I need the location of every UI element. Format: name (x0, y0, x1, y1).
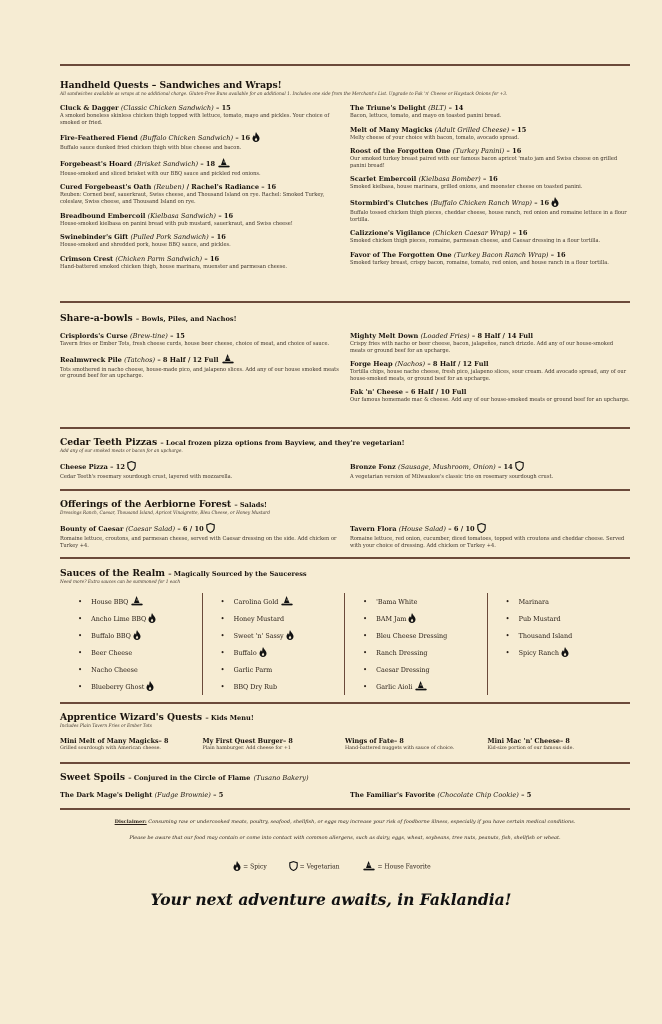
item-name: Cheese Pizza – 12 (60, 461, 340, 473)
icon-legend (0, 861, 662, 873)
section-note: Add any of our smoked meats or bacon for an upcharge. (60, 449, 183, 454)
shield-icon (515, 461, 524, 473)
sauce-item: • House BBQ (78, 593, 202, 610)
sauce-item: • Ancho Lime BBQ (78, 610, 202, 627)
divider (60, 808, 630, 810)
item-description: Romaine lettuce, croutons, and parmesan cheese, served with Caesar dressing on the side. Add chicken or Turkey +4. (60, 536, 337, 549)
item-name: Fak 'n' Cheese – 6 Half / 10 Full (350, 388, 467, 397)
item-description: House-smoked kielbasa on panini bread with pub mustard, sauerkraut, and Swiss cheese! (60, 220, 293, 227)
item-description: Hand-battered nuggets with sauce of choice. (345, 746, 455, 751)
kids-item (60, 737, 203, 752)
item-description: Smoked turkey breast, crispy bacon, romaine, tomato, red onion, and house ranch in a flour tortilla. (350, 259, 609, 266)
item-description: Tortilla chips, house nacho cheese, fresh pico, jalapeno slices, sour cream. Add avocado spread, any of our house-smoked meats, or ground beef for an upcharge. (350, 369, 627, 382)
dessert-item (350, 791, 630, 799)
shield-icon (289, 861, 298, 873)
right-column (350, 104, 630, 276)
divider (60, 557, 630, 559)
sauce-item: • Honey Mustard (221, 610, 345, 627)
flame-icon (252, 132, 260, 144)
item-description: Tots smothered in nacho cheese, house-made pico, and jalapeno slices. Add any of our house smoked meats or ground beef for an upcharge. (60, 366, 339, 380)
divider (60, 64, 630, 66)
allergen-notice: Please be aware that our food may contain or come into contact with common allergens, such as dairy, eggs, wheat, soybeans, tree nuts, peanuts, fish, shellfish or wheat. (129, 835, 561, 841)
menu-item (350, 197, 630, 223)
menu-item (350, 461, 630, 481)
flame-icon (561, 647, 569, 659)
item-name: Calizzione's Vigilance (Chicken Caesar Wrap) – 16 (350, 229, 528, 238)
divider (60, 427, 630, 429)
flame-icon (286, 630, 294, 642)
section-note: Dressings Ranch, Caesar, Thousand Island, Apricot Vinaigrette, Bleu Cheese, or Honey Mustard (60, 511, 270, 516)
item-description: Crispy fries with nacho or beer cheese, bacon, jalapeños, ranch drizzle. Add any of our house-smoked meats or ground beef for an upcharge. (350, 341, 614, 354)
left-column (60, 461, 340, 487)
sauce-column (345, 593, 488, 695)
menu-item (60, 461, 340, 481)
wizard-hat-icon (414, 681, 428, 693)
item-name: Wings of Fate– 8 (345, 737, 404, 745)
shield-icon (206, 523, 215, 535)
item-description: House-smoked and shredded pork, house BBQ sauce, and pickles. (60, 242, 231, 249)
item-name: My First Quest Burger– 8 (202, 737, 293, 745)
section-title (60, 437, 630, 448)
menu-item (60, 255, 340, 271)
sauce-item: • Thousand Island (506, 627, 631, 644)
section-subtitle: – Conjured in the Circle of Flame (128, 774, 251, 782)
kids-item (345, 737, 488, 752)
wizard-hat-icon (362, 861, 376, 873)
right-column (350, 461, 630, 487)
item-name: Stormbird's Clutches (Buffalo Chicken Ranch Wrap) – 16 (350, 197, 630, 209)
shield-icon (477, 523, 486, 535)
title-text: Offerings of the Aerbiorne Forest (60, 499, 232, 510)
sauce-item: • Caesar Dressing (363, 661, 487, 678)
item-description: Reuben: Corned beef, sauerkraut, Swiss cheese, and Thousand Island on rye. Rachel: Smoked Turkey, coleslaw, Swiss cheese, and Thousand Island on rye. (60, 192, 325, 206)
divider (60, 762, 630, 764)
item-name: Fire-Feathered Fiend (Buffalo Chicken Sandwich) – 16 (60, 132, 340, 144)
legend-spicy (231, 861, 266, 873)
kids-items (60, 737, 630, 752)
handheld-section (60, 80, 630, 276)
section-title (60, 712, 630, 723)
sauce-item: • Marinara (506, 593, 631, 610)
section-subtitle: – Local frozen pizza options from Bayview, and they're vegetarian! (160, 439, 405, 447)
menu-item (350, 251, 630, 267)
flame-icon (133, 630, 141, 642)
sauce-item: • Buffalo (221, 644, 345, 661)
section-note: Need more? Extra sauces can be summoned for 1 each (60, 580, 181, 585)
item-description: Grilled sourdough with American cheese. (60, 746, 161, 751)
legend-vegetarian (287, 861, 340, 873)
legend-label: = Vegetarian (299, 863, 340, 871)
sauce-column (203, 593, 346, 695)
disclaimer (60, 819, 630, 825)
flame-icon (148, 613, 156, 625)
flame-icon (551, 197, 559, 209)
menu-item (60, 132, 340, 152)
item-name: Tavern Flora (House Salad) – 6 / 10 (350, 523, 630, 535)
item-name: Realmwreck Pile (Tatchos) – 8 Half / 12 Full (60, 354, 340, 366)
item-description: House-smoked and sliced brisket with our BBQ sauce and pickled red onions. (60, 170, 261, 177)
menu-item (350, 126, 630, 142)
item-name: Breadbound Embercoil (Kielbasa Sandwich) – 16 (60, 211, 234, 220)
item-name: Swinebinder's Gift (Pulled Pork Sandwich) – 16 (60, 233, 226, 242)
wizard-hat-icon (280, 596, 294, 608)
title-text: Sauces of the Realm (60, 568, 165, 579)
disclaimer-label: Disclaimer: (114, 819, 147, 825)
item-description: A smoked boneless skinless chicken thigh topped with lettuce, tomato, mayo and pickles. Your choice of smoked or fried. (60, 113, 330, 126)
menu-item (350, 229, 630, 245)
item-name: Crisplords's Curse (Brew-tine) – 15 (60, 332, 185, 340)
item-description: Melty cheese of your choice with bacon, tomato, avocado spread. (350, 134, 520, 141)
item-description: A vegetarian version of Milwaukee's classic trio on rosemary sourdough crust. (350, 474, 554, 480)
wizard-hat-icon (217, 158, 231, 170)
sauce-section (60, 568, 630, 695)
sauce-item: • Blueberry Ghost (78, 678, 202, 695)
sauce-item: • Nacho Cheese (78, 661, 202, 678)
divider (60, 702, 630, 704)
item-name: Mighty Melt Down (Loaded Fries) – 8 Half / 14 Full (350, 332, 534, 340)
dessert-item (60, 791, 340, 799)
wizard-hat-icon (221, 354, 235, 366)
menu-item (350, 360, 630, 382)
section-title (60, 499, 630, 510)
kids-item (203, 737, 346, 752)
menu-item (60, 104, 340, 126)
item-name: Favor of The Forgotten One (Turkey Bacon Ranch Wrap) – 16 (350, 250, 566, 259)
item-name: The Triune's Delight (BLT) – 14 (350, 104, 464, 112)
sauce-item: • Buffalo BBQ (78, 627, 202, 644)
menu-item (60, 212, 340, 228)
item-description: Cedar Teeth's rosemary sourdough crust, layered with mozzarella. (60, 474, 233, 480)
title-text: Share-a-bowls (60, 313, 133, 324)
section-subtitle-note: (Tusano Bakery) (253, 774, 309, 782)
flame-icon (146, 681, 154, 693)
sauce-item: • Beer Cheese (78, 644, 202, 661)
item-description: Buffalo tossed chicken thigh pieces, cheddar cheese, house ranch, red onion and romaine lettuce in a flour tortilla. (350, 210, 627, 223)
flame-icon (408, 613, 416, 625)
salad-section (60, 499, 630, 555)
item-description: Plain hamburger. Add cheese for +1 (202, 746, 291, 751)
item-name: Bronze Fonz (Sausage, Mushroom, Onion) – 14 (350, 461, 630, 473)
item-name: Bounty of Caesar (Caesar Salad) – 6 / 10 (60, 523, 340, 535)
sauce-item: • BBQ Dry Rub (221, 678, 345, 695)
item-description: Our smoked turkey breast paired with our famous bacon apricot 'mato jam and Swiss cheese on grilled panini bread! (350, 156, 618, 169)
menu-item (350, 523, 630, 549)
section-title (60, 313, 630, 324)
legend-label: = Spicy (243, 863, 267, 871)
divider (60, 489, 630, 491)
item-name: The Dark Mage's Delight (Fudge Brownie) – 5 (60, 791, 224, 799)
sauce-item: • BAM Jam (363, 610, 487, 627)
menu-item (60, 158, 340, 178)
title-text: Cedar Teeth Pizzas (60, 437, 158, 448)
sauce-item: • Bleu Cheese Dressing (363, 627, 487, 644)
sauce-grid (60, 593, 630, 695)
section-subtitle: – Salads! (234, 501, 267, 509)
menu-item (350, 388, 630, 404)
item-description: Hand-battered smoked chicken thigh, house marinara, muenster and parmesan cheese. (60, 263, 288, 270)
sweets-section (60, 772, 630, 799)
sauce-item: • Pub Mustard (506, 610, 631, 627)
item-description: Smoked chicken thigh pieces, romaine, parmesan cheese, and Caesar dressing in a flour tortilla. (350, 238, 601, 245)
left-column (60, 332, 340, 410)
item-name: Forge Heap (Nachos) – 8 Half / 12 Full (350, 360, 489, 369)
title-text: Apprentice Wizard's Quests (60, 712, 203, 723)
menu-item (350, 104, 630, 120)
section-note: Includes Plain Tavern Fries or Ember Tots (60, 724, 152, 729)
section-subtitle: – Bowls, Piles, and Nachos! (135, 315, 237, 323)
sauce-item: • Garlic Aioli (363, 678, 487, 695)
sauce-column (60, 593, 203, 695)
menu-item (60, 332, 340, 348)
item-name: Mini Melt of Many Magicks– 8 (60, 737, 169, 745)
item-name: Cured Forgebeast's Oath (Reuben) / Rachel's Radiance – 16 (60, 183, 277, 192)
section-title (60, 772, 630, 783)
item-description: Tavern fries or Ember Tots, fresh cheese curds, house beer cheese, choice of meat, and choice of sauce. (60, 341, 330, 347)
sauce-item: • Ranch Dressing (363, 644, 487, 661)
item-description: Romaine lettuce, red onion, cucumber, diced tomatoes, topped with croutons and cheddar cheese. Served with your choice of dressing. Add chicken or Turkey +4. (350, 536, 625, 549)
item-name: Mini Mac 'n' Cheese– 8 (487, 737, 570, 745)
tagline: Your next adventure awaits, in Faklandia! (150, 890, 512, 909)
title-text: Sweet Spoils (60, 772, 126, 783)
menu-item (60, 354, 340, 380)
menu-item (60, 233, 340, 249)
wizard-hat-icon (130, 596, 144, 608)
section-subtitle: – Kids Menu! (205, 714, 254, 722)
disclaimer-text: Consuming raw or undercooked meats, poultry, seafood, shellfish, or eggs may increase your risk of foodborne illness, especially if you have certain medical conditions. (146, 819, 576, 825)
sauce-item: • Spicy Ranch (506, 644, 631, 661)
pizza-section (60, 437, 630, 487)
flame-icon (259, 647, 267, 659)
item-name: Cluck & Dagger (Classic Chicken Sandwich) – 15 (60, 104, 231, 112)
left-column (60, 523, 340, 555)
legend-favorite (360, 861, 431, 873)
item-name: The Familiar's Favorite (Chocolate Chip Cookie) – 5 (350, 791, 532, 799)
menu-item (350, 332, 630, 354)
right-column (350, 523, 630, 555)
menu-item (350, 147, 630, 169)
right-column (350, 332, 630, 410)
item-name: Melt of Many Magicks (Adult Grilled Cheese) – 15 (350, 125, 527, 134)
sauce-column (488, 593, 631, 695)
divider (60, 301, 630, 303)
menu-item (60, 183, 340, 205)
item-description: Smoked kielbasa, house marinara, grilled onions, and moonster cheese on toasted panini. (350, 184, 583, 191)
item-description: Our famous homemade mac & cheese. Add any of our house-smoked meats or ground beef for an upcharge. (350, 397, 630, 404)
item-description: Kid-size portion of our famous side. (487, 746, 574, 751)
sauce-item: • 'Bama White (363, 593, 487, 610)
sweets-items (60, 791, 630, 799)
share-section (60, 313, 630, 410)
section-title: Handheld Quests – Sandwiches and Wraps! (60, 80, 282, 91)
sauce-item: • Garlic Parm (221, 661, 345, 678)
item-name: Roost of the Forgotten One (Turkey Panini) – 16 (350, 147, 522, 156)
kids-section (60, 712, 630, 752)
section-note: All sandwiches available as wraps at no additional charge. Gluten-Free Buns available for an additional 1. Includes one side from the Merchant's List. Upgrade to Fak 'n' Cheese or Haystack Onions for +3. (60, 92, 508, 97)
menu-item (350, 175, 630, 191)
sauce-item: • Carolina Gold (221, 593, 345, 610)
item-name: Scarlet Embercoil (Kielbasa Bomber) – 16 (350, 175, 498, 184)
legend-label: = House Favorite (377, 863, 431, 871)
section-subtitle: – Magically Sourced by the Sauceress (168, 570, 307, 578)
section-title (60, 568, 630, 579)
kids-item (488, 737, 631, 752)
menu-item (60, 523, 340, 549)
item-name: Forgebeast's Hoard (Brisket Sandwich) – 18 (60, 158, 340, 170)
item-name: Crimson Crest (Chicken Parm Sandwich) – 16 (60, 254, 220, 263)
item-description: Bacon, lettuce, tomato, and mayo on toasted panini bread. (350, 113, 502, 119)
shield-icon (127, 461, 136, 473)
left-column (60, 104, 340, 276)
sauce-item: • Sweet 'n' Sassy (221, 627, 345, 644)
item-description: Buffalo sauce dunked fried chicken thigh with blue cheese and bacon. (60, 145, 242, 152)
flame-icon (233, 861, 241, 873)
